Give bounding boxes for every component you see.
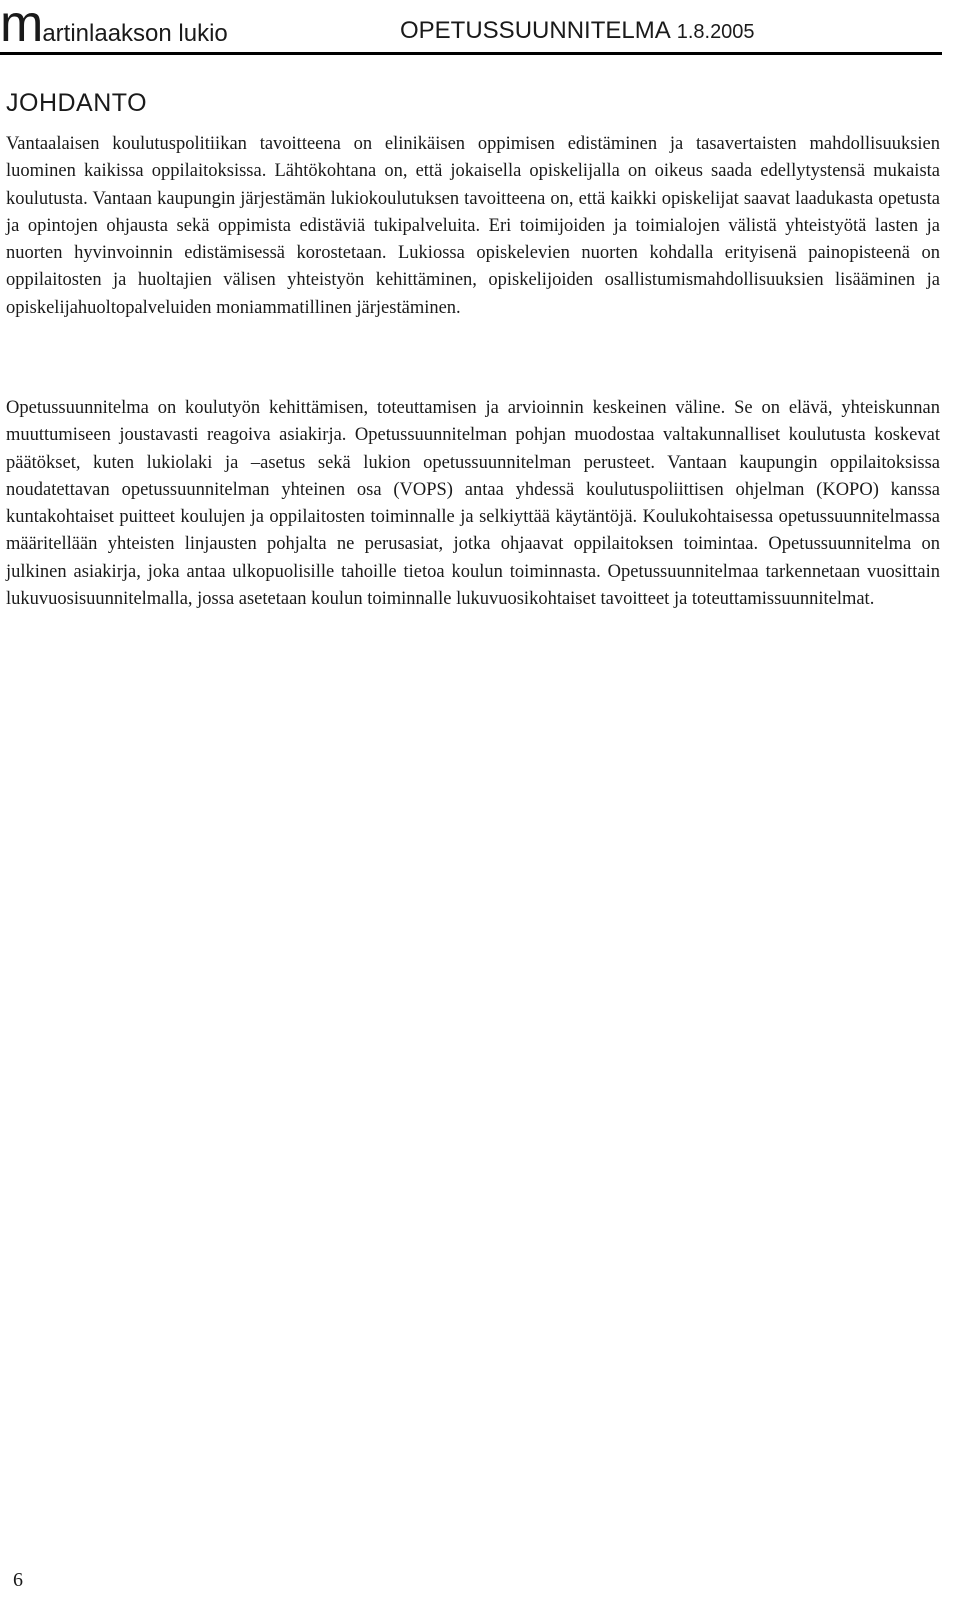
body-paragraph-2: Opetussuunnitelma on koulutyön kehittämisen, toteuttamisen ja arvioinnin keskeinen väline. Se on elävä, yhteiskunnan muuttumiseen joustavasti reagoiva asiakirja. Opetussuunnitelman pohjan muodostaa valtakunnalliset koulutusta koskevat päätökset, kuten lukiolaki ja –asetus sekä lukion opetussuunnitelman perusteet. Vantaan kaupungin oppilaitoksissa noudatettavan opetussuunnitelman yhteinen osa (VOPS) antaa yhdessä koulutuspoliittisen ohjelman (KOPO) kanssa kuntakohtaiset puitteet koulujen ja oppilaitosten toiminnalle ja selkiyttää käytäntöjä. Koulukohtaisessa opetussuunnitelmassa määritellään yhteisten linjausten pohjalta ne perusasiat, jotka ohjaavat oppilaitoksen toimintaa. Opetussuunnitelma on julkinen asiakirja, joka antaa ulkopuolisille tahoille tietoa koulun toiminnasta. Opetussuunnitelmaa tarkennetaan vuosittain lukuvuosisuunnitelmalla, jossa asetetaan koulun toiminnalle lukuvuosikohtaiset tavoitteet ja toteuttamissuunnitelmat. [6,398,940,610]
page-number: 6 [13,1569,23,1591]
school-name [0,2,228,54]
page-header [0,2,960,52]
header-divider [0,52,942,55]
body-paragraph-1: Vantaalaisen koulutuspolitiikan tavoitteena on elinikäisen oppimisen edistäminen ja tasavertaisten mahdollisuuksien luominen kaikissa oppilaitoksissa. Lähtökohtana on, että jokaisella opiskelijalla on oikeus saada edellytystensä mukaista koulutusta. Vantaan kaupungin järjestämän lukiokoulutuksen tavoitteena on, että kaikki opiskelijat saavat laadukasta opetusta ja opintojen ohjausta sekä oppimista edistäviä tukipalveluita. Eri toimijoiden ja toimialojen välistä yhteistyötä lasten ja nuorten hyvinvoinnin edistämisessä korostetaan. Lukiossa opiskelevien nuorten kohdalla erityisenä painopisteenä on oppilaitosten ja huoltajien välisen yhteistyön kehittäminen, opiskelijoiden osallistumismahdollisuuksien lisääminen ja opiskelijahuoltopalveluiden moniammatillinen järjestäminen. [6,134,940,318]
school-name-rest: artinlaakson lukio [42,20,228,47]
document-title [400,16,755,47]
document-title-text: OPETUSSUUNNITELMA [400,17,671,44]
school-name-initial: m [0,0,43,53]
document-date: 1.8.2005 [676,21,755,43]
section-heading: JOHDANTO [6,89,148,117]
